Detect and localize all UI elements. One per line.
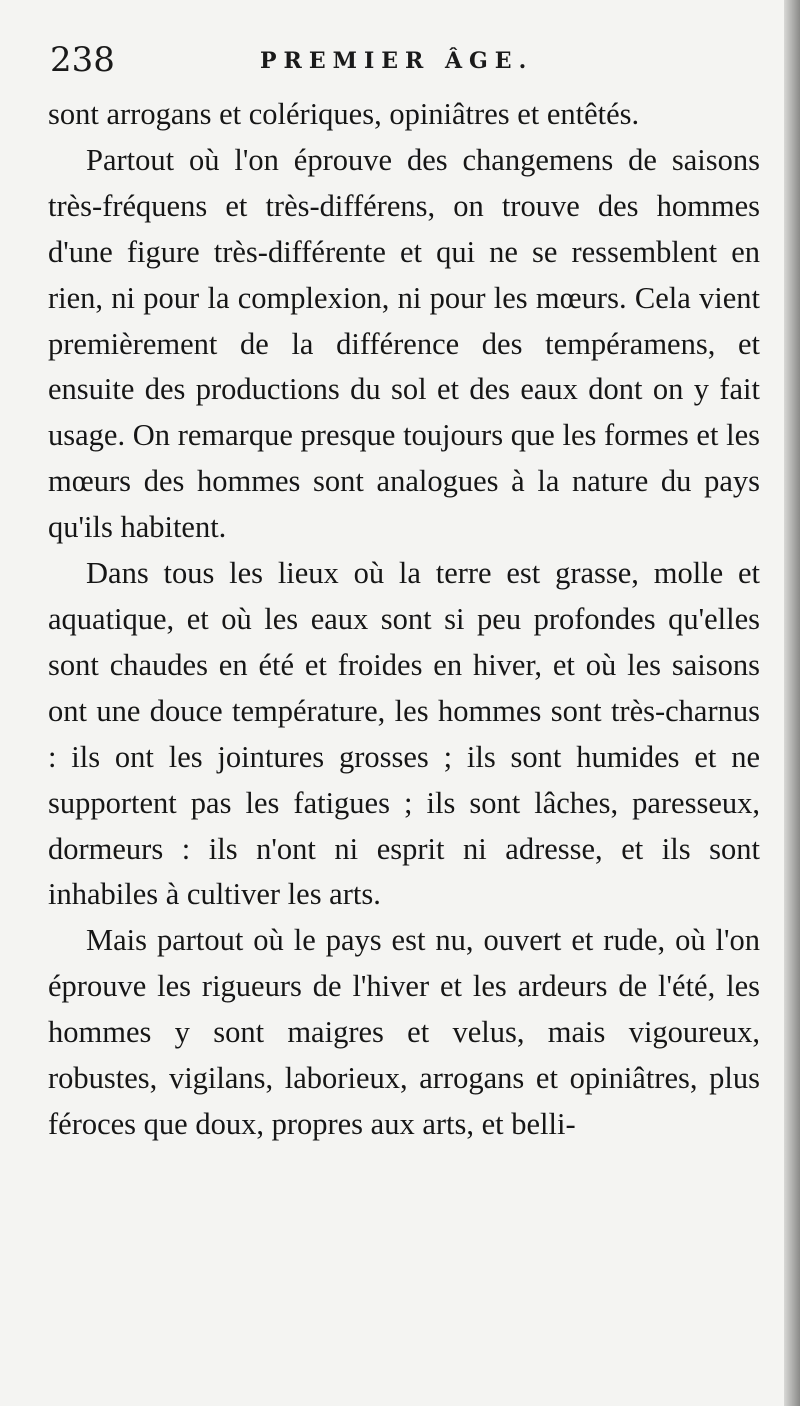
paragraph-continuation: sont arrogans et colériques, opiniâtres et entêtés. <box>48 97 640 131</box>
running-head: PREMIER ÂGE. <box>260 48 534 74</box>
page-header <box>50 40 750 80</box>
page-number: 238 <box>50 40 115 80</box>
paragraph: Partout où l'on éprouve des changemens de saisons très-fréquens et très-différens, on trouve des hommes d'une figure très-différente et qui ne se ressemblent en rien, ni pour la complexion, ni pour les mœurs. Cela vient premièrement de la différence des tempéramens, et ensuite des productions du sol et des eaux dont on y fait usage. On remarque presque toujours que les formes et les mœurs des hommes sont analogues à la nature du pays qu'ils habitent. <box>48 142 760 545</box>
body-text <box>48 92 760 1148</box>
page-edge-shadow <box>784 0 800 1406</box>
paragraph: Dans tous les lieux où la terre est grasse, molle et aquatique, et où les eaux sont si peu profondes qu'elles sont chaudes en été et froides en hiver, et où les saisons ont une douce température, les hommes sont très-charnus : ils ont les jointures grosses ; ils sont humides et ne supportent pas les fatigues ; ils sont lâches, paresseux, dormeurs : ils n'ont ni esprit ni adresse, et ils sont inhabiles à cultiver les arts. <box>48 556 760 912</box>
paragraph: Mais partout où le pays est nu, ouvert et rude, où l'on éprouve les rigueurs de l'hiver et les ardeurs de l'été, les hommes y sont maigres et velus, mais vigoureux, robustes, vigilans, laborieux, arrogans et opiniâtres, plus féroces que doux, propres aux arts, et belli- <box>48 923 760 1141</box>
